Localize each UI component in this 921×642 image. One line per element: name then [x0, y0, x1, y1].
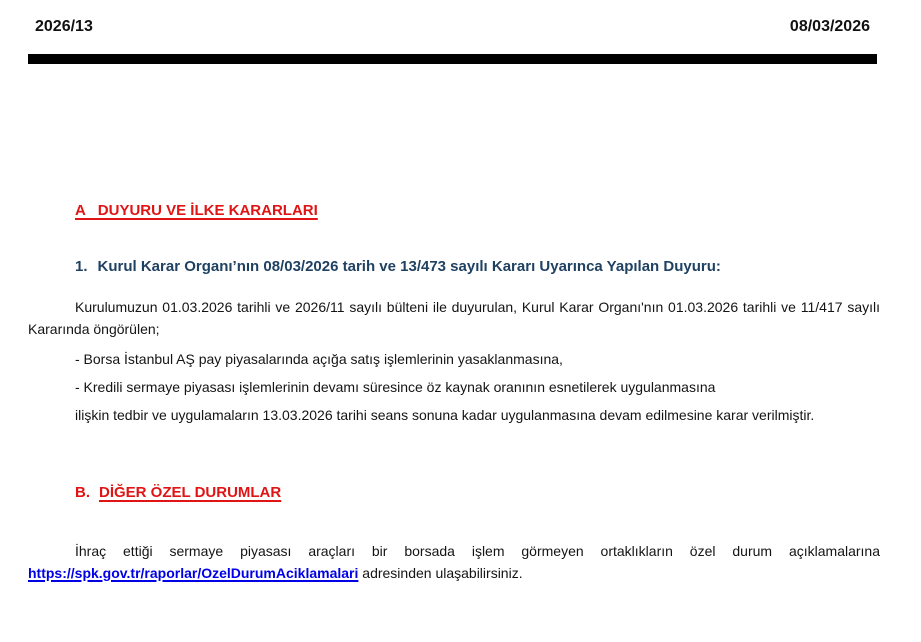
decision-continuation-text: ilişkin tedbir ve uygulamaların 13.03.2026 tarihi seans sonuna kadar uygulanmasına devam edilmesine karar verilmiştir. — [75, 407, 815, 423]
section-b-letter: B. — [75, 484, 90, 501]
item-1-heading — [75, 258, 880, 276]
page-header — [28, 17, 880, 36]
header-date: 08/03/2026 — [789, 18, 870, 35]
bullet-item-short-selling: - Borsa İstanbul AŞ pay piyasalarında açığa satış işlemlerinin yasaklanmasına, — [75, 351, 563, 367]
section-b-heading — [75, 484, 880, 502]
bullet-item-margin-trading: - Kredili sermaye piyasası işlemlerinin devamı süresince öz kaynak oranının esnetilerek uygulanmasına — [75, 379, 716, 395]
disclosure-text-before-link: İhraç ettiği sermaye piyasası araçları bir borsada işlem görmeyen ortaklıkların özel durum açıklamalarına — [75, 543, 880, 559]
disclosure-paragraph — [28, 540, 880, 584]
section-b-title: DİĞER ÖZEL DURUMLAR — [99, 484, 282, 501]
item-1-title: Kurul Karar Organı’nın 08/03/2026 tarih ve 13/473 sayılı Kararı Uyarınca Yapılan Duyuru: — [97, 258, 721, 275]
bulletin-number: 2026/13 — [35, 18, 93, 35]
spk-disclosures-link[interactable]: https://spk.gov.tr/raporlar/OzelDurumAciklamalari — [28, 565, 359, 581]
disclosure-text-after-link: adresinden ulaşabilirsiniz. — [358, 565, 523, 581]
section-a-heading: A DUYURU VE İLKE KARARLARI — [75, 202, 318, 219]
item-1-number: 1. — [75, 258, 88, 275]
divider-bar — [28, 54, 877, 64]
announcement-paragraph: Kurulumuzun 01.03.2026 tarihli ve 2026/11 sayılı bülteni ile duyurulan, Kurul Karar Organı'nın 01.03.2026 tarihli ve 11/417 sayılı Kararında öngörülen; — [28, 299, 880, 337]
